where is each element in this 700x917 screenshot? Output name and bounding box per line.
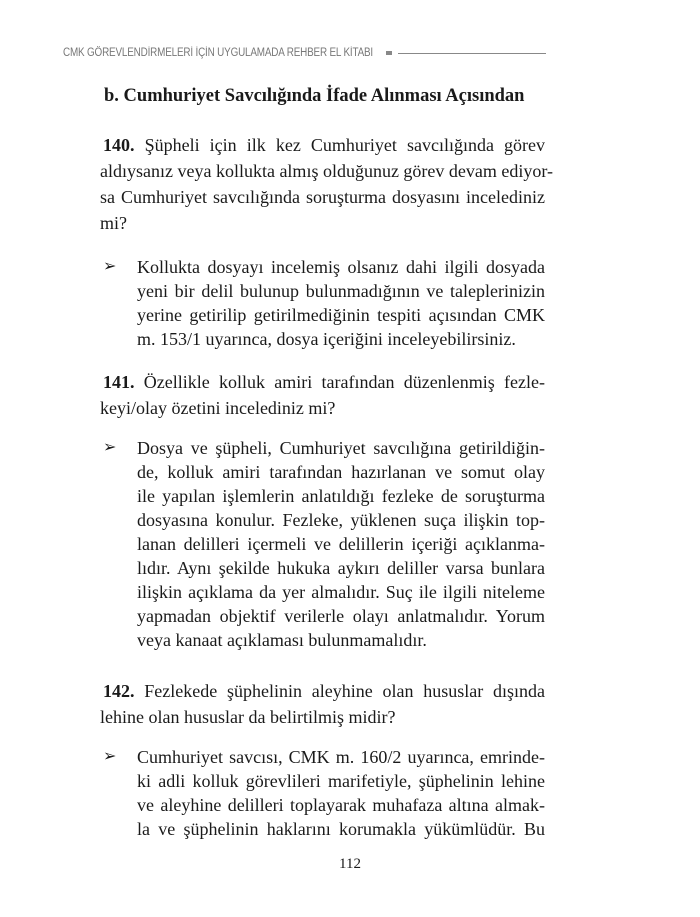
text-line: mi? <box>100 213 127 233</box>
text-line: yeni bir delil bulunup bulunmadığının ve taleplerinizin <box>137 281 545 301</box>
text-line: ilişkin açıklama da yer almalıdır. Suç ile ilgili niteleme <box>137 582 545 602</box>
running-head: CMK GÖREVLENDİRMELERİ İÇİN UYGULAMADA REHBER EL KİTABI <box>63 47 374 59</box>
section-heading: b. Cumhuriyet Savcılığında İfade Alınması Açısından <box>104 86 525 106</box>
answer-bullet <box>103 255 545 351</box>
question-number: 140. <box>103 135 145 155</box>
text-line: ile yapılan işlemlerin anlatıldığı fezleke de soruşturma <box>137 486 545 506</box>
arrow-bullet-icon: ➢ <box>103 439 117 456</box>
answer-bullet <box>103 436 545 652</box>
question-paragraph <box>100 132 554 236</box>
text-line: Kollukta dosyayı incelemiş olsanız dahi ilgili dosyada <box>137 257 545 277</box>
text-line: sa Cumhuriyet savcılığında soruşturma dosyasını incelediniz <box>100 187 545 207</box>
text-line: ve aleyhine delilleri toplayarak muhafaza altına almak- <box>137 795 545 815</box>
page-number: 112 <box>339 856 361 872</box>
text-line: 142. Fezlekede şüphelinin aleyhine olan hususlar dışında <box>103 681 545 701</box>
text-line: veya kanaat açıklaması bulunmamalıdır. <box>137 630 427 650</box>
question-number: 142. <box>103 681 145 701</box>
arrow-bullet-icon: ➢ <box>103 748 117 765</box>
answer-bullet <box>103 745 545 841</box>
text-line: yerine getirilip getirilmediğinin tespiti açısından CMK <box>137 305 545 325</box>
text-line: 140. Şüpheli için ilk kez Cumhuriyet savcılığında görev <box>103 135 546 155</box>
arrow-bullet-icon: ➢ <box>103 258 117 275</box>
text-line: yapmadan objektif verilerle olayı anlatmalıdır. Yorum <box>137 606 545 626</box>
text-line: m. 153/1 uyarınca, dosya içeriğini inceleyebilirsiniz. <box>137 329 516 349</box>
text-line: Cumhuriyet savcısı, CMK m. 160/2 uyarınca, emrinde- <box>137 747 545 767</box>
text-line: de, kolluk amiri tarafından hazırlanan ve somut olay <box>137 462 545 482</box>
question-number: 141. <box>103 372 144 392</box>
text-line: aldıysanız veya kollukta almış olduğunuz görev devam ediyor- <box>100 161 554 181</box>
text-line: lehine olan hususlar da belirtilmiş midir? <box>100 707 396 727</box>
text-line: la ve şüphelinin haklarını korumakla yükümlüdür. Bu <box>137 819 545 839</box>
question-paragraph <box>100 678 545 730</box>
text-line: 141. Özellikle kolluk amiri tarafından düzenlenmiş fezle- <box>103 372 545 392</box>
text-line: keyi/olay özetini incelediniz mi? <box>100 398 336 418</box>
text-line: ki adli kolluk görevlileri marifetiyle, şüphelinin lehine <box>137 771 545 791</box>
question-paragraph <box>100 369 545 421</box>
header-rule <box>398 53 546 54</box>
text-line: lanan delilleri içermeli ve delillerin içeriği açıklanma- <box>137 534 545 554</box>
text-line: Dosya ve şüpheli, Cumhuriyet savcılığına getirildiğin- <box>137 438 545 458</box>
text-line: dosyasına konulur. Fezleke, yüklenen suça ilişkin top- <box>137 510 545 530</box>
text-line: lıdır. Aynı şekilde hukuka aykırı deliller varsa bunlara <box>137 558 545 578</box>
header-square-ornament <box>386 51 392 55</box>
